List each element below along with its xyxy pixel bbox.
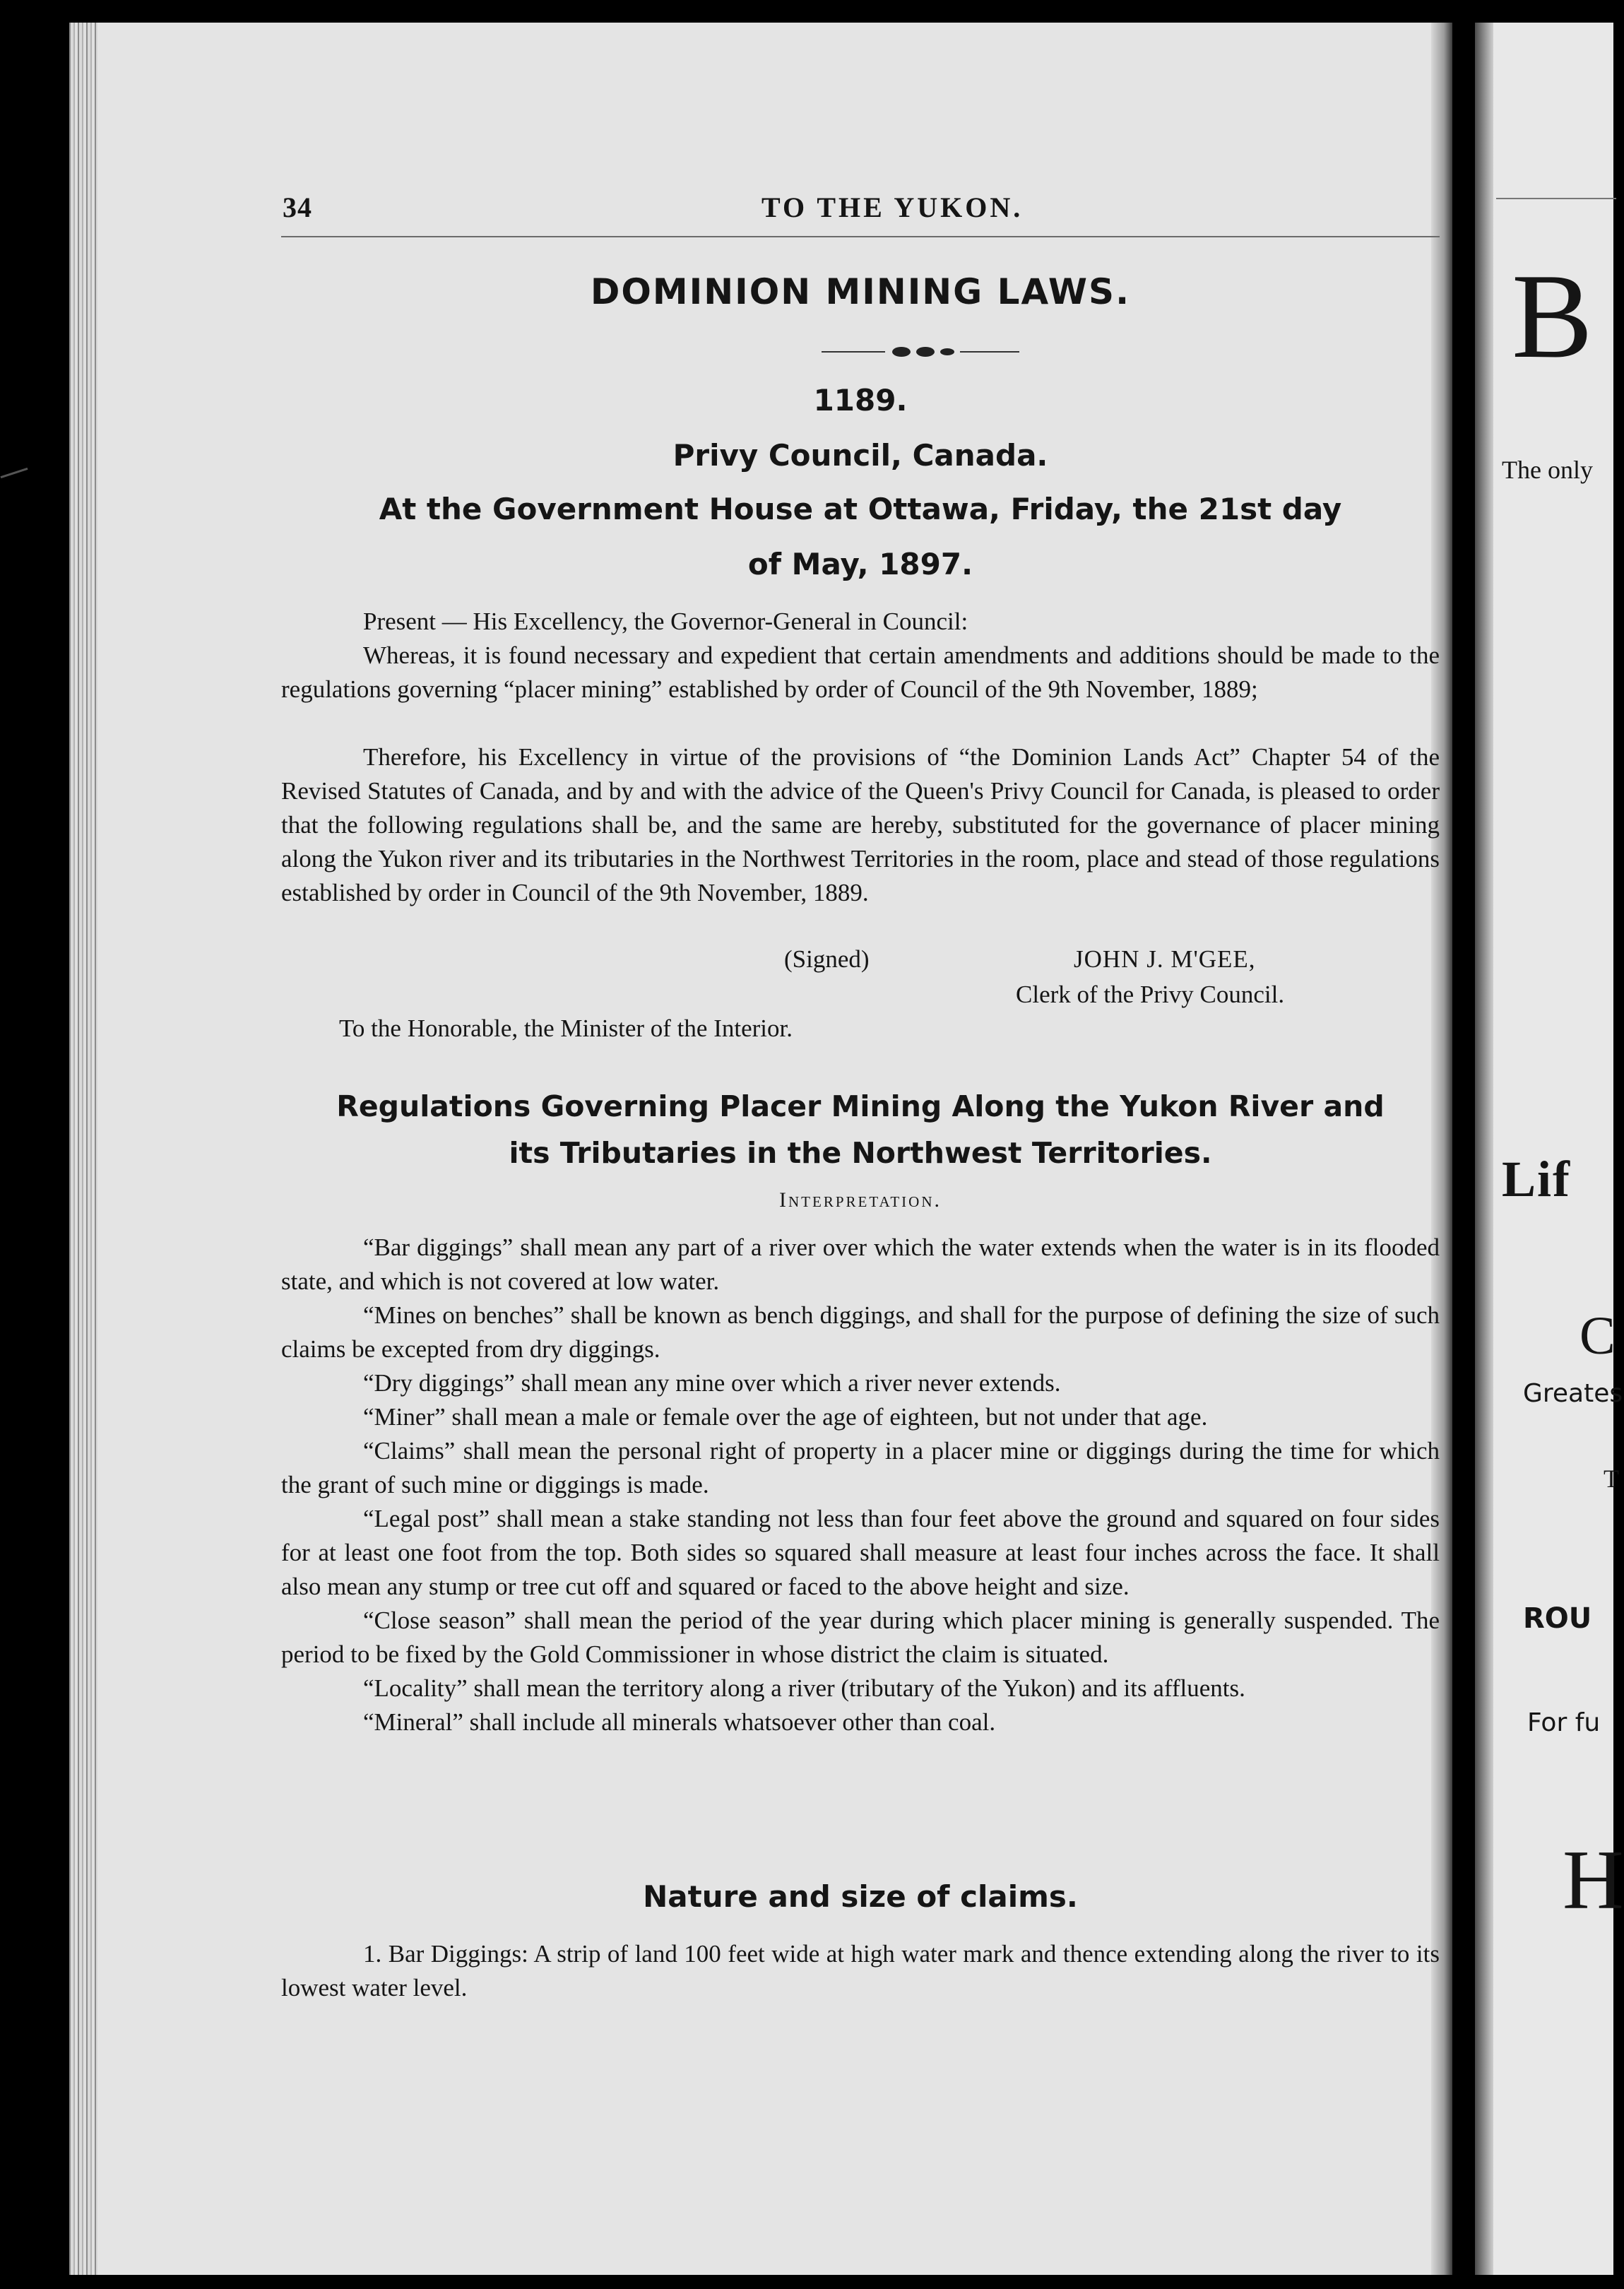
government-house-line-1: At the Government House at Ottawa, Friday, the 21st day — [379, 492, 1342, 526]
definition-text: “Claims” shall mean the personal right of property in a placer mine or diggings during the time for which the grant of such mine or diggings is made. — [281, 1437, 1440, 1498]
signatory-name: JOHN J. M'GEE, — [1074, 945, 1256, 973]
signed-label: (Signed) — [784, 945, 870, 973]
therefore-text: Therefore, his Excellency in virtue of the provisions of “the Dominion Lands Act” Chapter 54 of the Revised Statutes of Canada, and by and with the advice of the Queen's Privy Council for Canada, is pleased to order that the following regulations shall be, and the same are hereby, substituted for the governance of placer mining along the Yukon river and its tributaries in the Northwest Territories in the room, place and stead of those regulations established by order in Council of the 9th November, 1889. — [281, 743, 1440, 906]
definition-text: “Mines on benches” shall be known as bench diggings, and shall for the purpose of defining the size of such claims be excepted from dry diggings. — [281, 1301, 1440, 1363]
main-title: DOMINION MINING LAWS. — [590, 271, 1131, 312]
definition-text: “Legal post” shall mean a stake standing not less than four feet above the ground and squared on four sides for at least one foot from the top. Both sides so squared shall measure at least four inches across the face. It shall also mean any stump or tree cut off and squared or faced to the above height and size. — [281, 1505, 1440, 1600]
ornament-dot — [916, 347, 935, 357]
whereas-paragraph — [281, 639, 1440, 706]
definition-text: “Close season” shall mean the period of the year during which placer mining is generally suspended. The period to be fixed by the Gold Commissioner in whose district the claim is situated. — [281, 1607, 1440, 1668]
right-page-text: For fu — [1527, 1708, 1601, 1737]
running-title: TO THE YUKON. — [761, 191, 1024, 223]
government-house-line-2: of May, 1897. — [747, 547, 973, 581]
council-heading: Privy Council, Canada. — [672, 438, 1048, 473]
right-page-text: ROU — [1523, 1602, 1592, 1635]
ornament-rule-right — [960, 351, 1019, 353]
definition-item — [281, 1672, 1440, 1705]
definition-text: “Miner” shall mean a male or female over the age of eighteen, but not under that age. — [363, 1403, 1208, 1431]
right-page-text: Lif — [1502, 1151, 1572, 1207]
right-page-text: The only — [1502, 456, 1593, 484]
nature-of-claims-heading: Nature and size of claims. — [643, 1879, 1078, 1914]
regulations-title-line-1: Regulations Governing Placer Mining Along the Yukon River and — [336, 1089, 1385, 1123]
addressee-line: To the Honorable, the Minister of the Interior. — [339, 1015, 793, 1042]
definition-item — [281, 1366, 1440, 1400]
right-page-shadow — [1475, 23, 1493, 2275]
ornament-dot — [892, 347, 911, 357]
definition-item — [281, 1400, 1440, 1434]
interpretation-heading: Interpretation. — [779, 1188, 942, 1212]
regulations-title-line-2: its Tributaries in the Northwest Territories. — [509, 1136, 1212, 1170]
signatory-role: Clerk of the Privy Council. — [1016, 981, 1285, 1008]
bar-diggings-text: 1. Bar Diggings: A strip of land 100 feet wide at high water mark and thence extending along the river to its lowest water level. — [281, 1940, 1440, 2001]
whereas-text: Whereas, it is found necessary and expedient that certain amendments and additions should be made to the regulations governing “placer mining” established by order of Council of the 9th November, 1889; — [281, 641, 1440, 703]
definition-text: “Locality” shall mean the territory along a river (tributary of the Yukon) and its affluents. — [363, 1674, 1245, 1702]
definitions-list — [281, 1231, 1440, 1739]
therefore-paragraph — [281, 740, 1440, 910]
right-page-text: H — [1563, 1833, 1624, 1927]
definition-text: “Mineral” shall include all minerals whatsoever other than coal. — [363, 1708, 996, 1736]
right-page-text: C — [1579, 1306, 1616, 1366]
right-page-rule — [1496, 198, 1616, 199]
bar-diggings-clause — [281, 1937, 1440, 2005]
definition-item — [281, 1434, 1440, 1502]
definition-item — [281, 1502, 1440, 1604]
definition-text: “Dry diggings” shall mean any mine over which a river never extends. — [363, 1369, 1061, 1397]
ornament-rule-left — [822, 351, 885, 353]
present-paragraph — [281, 605, 1440, 639]
right-page-text: Greates — [1523, 1379, 1623, 1408]
right-page-big-letter: B — [1512, 249, 1593, 384]
year-heading: 1189. — [813, 383, 908, 418]
ornament-divider — [822, 345, 1019, 359]
running-head — [281, 187, 1440, 237]
left-page — [69, 23, 1452, 2275]
right-page-text: T — [1604, 1465, 1619, 1493]
definition-item — [281, 1705, 1440, 1739]
definition-item — [281, 1231, 1440, 1299]
present-text: Present — His Excellency, the Governor-General in Council: — [363, 608, 968, 635]
definition-text: “Bar diggings” shall mean any part of a river over which the water extends when the water is in its flooded state, and which is not covered at low water. — [281, 1234, 1440, 1295]
right-page-fragment — [1475, 23, 1624, 2275]
page-number: 34 — [283, 191, 312, 223]
page-edge-gutter — [69, 23, 97, 2275]
definition-item — [281, 1604, 1440, 1672]
margin-mark — [1, 468, 28, 478]
definition-item — [281, 1299, 1440, 1366]
ornament-dot — [940, 348, 954, 355]
